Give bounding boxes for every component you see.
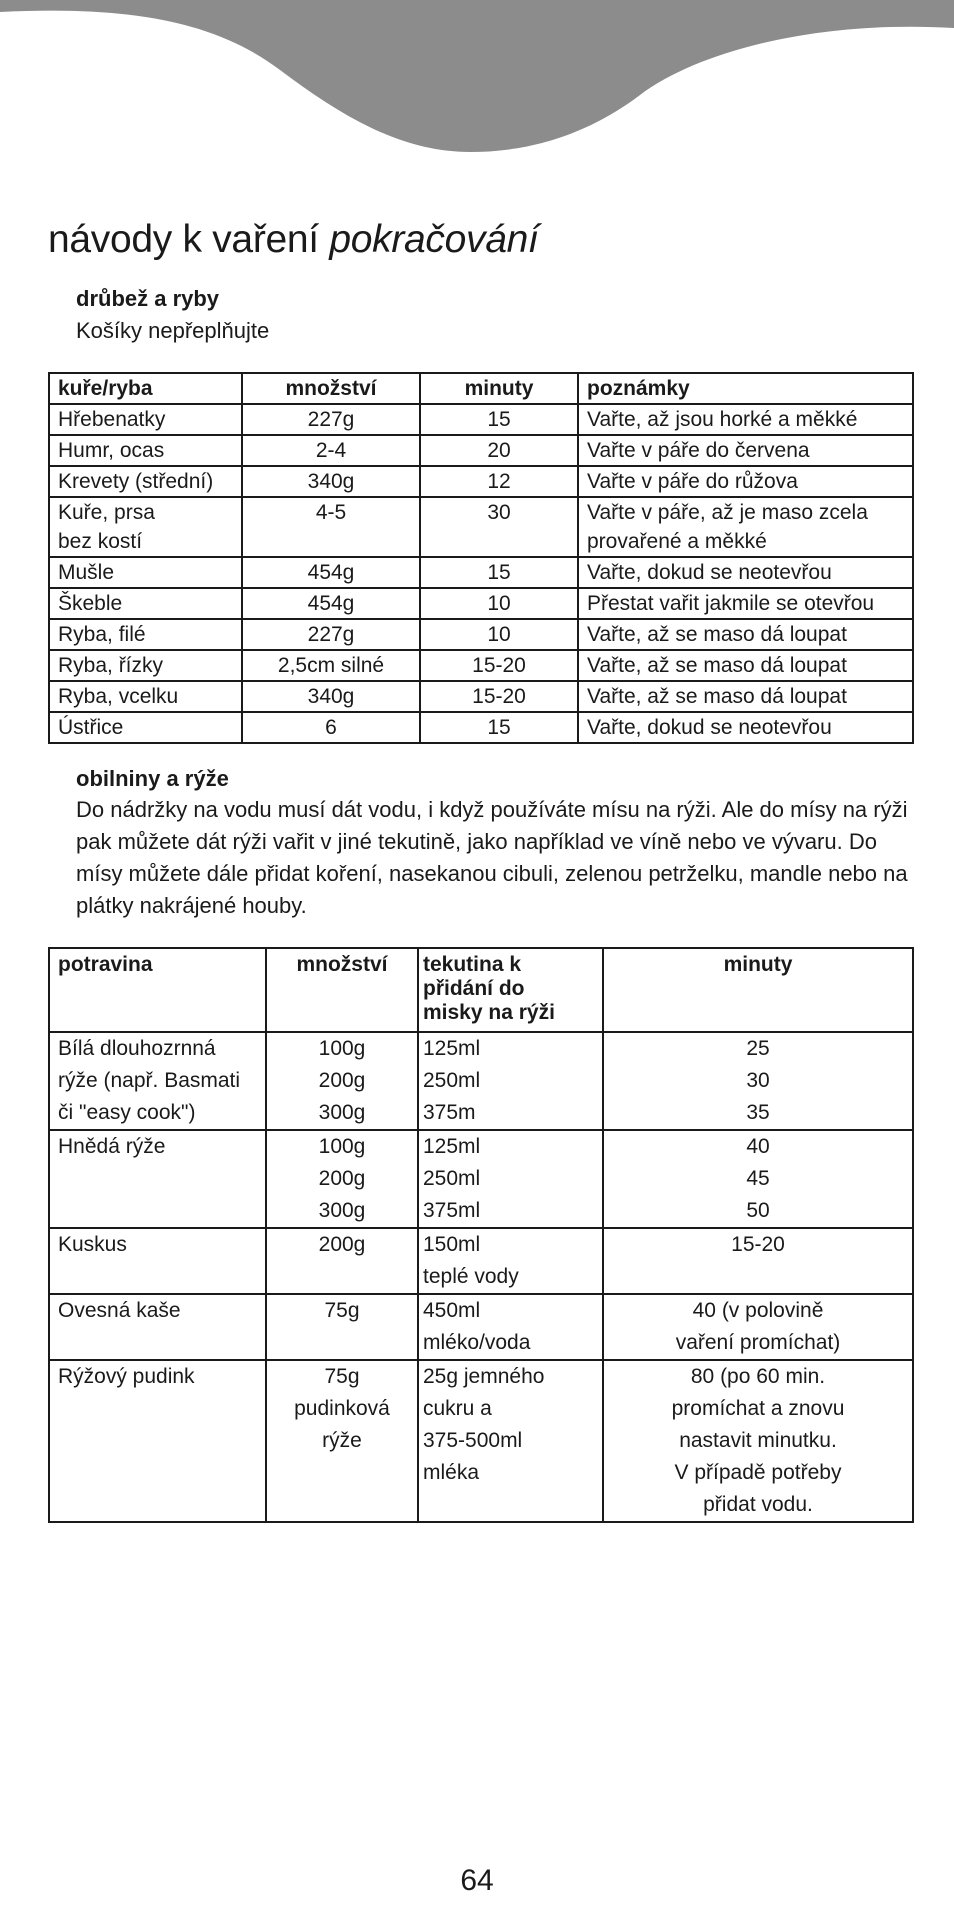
decorative-header-wave — [0, 0, 954, 160]
table-row — [49, 1130, 913, 1228]
grains-rice-table — [48, 947, 914, 1523]
notes-cell: Vařte, dokud se neotevřou — [578, 557, 913, 588]
minutes-cell: 15 — [420, 712, 578, 743]
table-row — [49, 1360, 913, 1522]
food-cell: Ryba, filé — [49, 619, 242, 650]
liquid-cell: 125ml 250ml 375m — [418, 1032, 603, 1130]
minutes-cell: 15 — [420, 404, 578, 435]
liquid-cell: 125ml 250ml 375ml — [418, 1130, 603, 1228]
table-row — [49, 1294, 913, 1360]
minutes-cell: 40 45 50 — [603, 1130, 913, 1228]
food-cell: Kuskus — [49, 1228, 266, 1294]
quantity-cell: 100g 200g 300g — [266, 1032, 418, 1130]
column-header: kuře/ryba — [49, 373, 242, 404]
minutes-cell: 15-20 — [420, 650, 578, 681]
minutes-cell: 40 (v polovině vaření promíchat) — [603, 1294, 913, 1360]
minutes-cell: 80 (po 60 min. promíchat a znovu nastavit minutku. V případě potřeby přidat vodu. — [603, 1360, 913, 1522]
table-row — [49, 557, 913, 588]
food-cell: Ovesná kaše — [49, 1294, 266, 1360]
minutes-cell: 10 — [420, 619, 578, 650]
food-cell: Rýžový pudink — [49, 1360, 266, 1522]
poultry-fish-table — [48, 372, 914, 744]
table-row — [49, 497, 913, 557]
minutes-cell: 25 30 35 — [603, 1032, 913, 1130]
column-header: potravina — [49, 948, 266, 1032]
notes-cell: Vařte v páře, až je maso zcela provařené a měkké — [578, 497, 913, 557]
notes-cell: Vařte v páře do růžova — [578, 466, 913, 497]
quantity-cell: 227g — [242, 404, 420, 435]
notes-cell: Přestat vařit jakmile se otevřou — [578, 588, 913, 619]
minutes-cell: 30 — [420, 497, 578, 557]
food-cell: Ryba, vcelku — [49, 681, 242, 712]
quantity-cell: 2-4 — [242, 435, 420, 466]
table-header-row — [49, 948, 913, 1032]
liquid-cell: 150ml teplé vody — [418, 1228, 603, 1294]
food-cell: Mušle — [49, 557, 242, 588]
table-row — [49, 404, 913, 435]
table-row — [49, 619, 913, 650]
page-title-continued: pokračování — [329, 218, 539, 261]
notes-cell: Vařte, až jsou horké a měkké — [578, 404, 913, 435]
table-row — [49, 1032, 913, 1130]
column-header: minuty — [420, 373, 578, 404]
table-row — [49, 435, 913, 466]
quantity-cell: 75g pudinková rýže — [266, 1360, 418, 1522]
quantity-cell: 227g — [242, 619, 420, 650]
notes-cell: Vařte v páře do červena — [578, 435, 913, 466]
table-row — [49, 466, 913, 497]
notes-cell: Vařte, dokud se neotevřou — [578, 712, 913, 743]
food-cell: Bílá dlouhozrnná rýže (např. Basmati či "easy cook") — [49, 1032, 266, 1130]
table-row — [49, 712, 913, 743]
quantity-cell: 454g — [242, 588, 420, 619]
food-cell: Škeble — [49, 588, 242, 619]
minutes-cell: 20 — [420, 435, 578, 466]
quantity-cell: 100g 200g 300g — [266, 1130, 418, 1228]
food-cell: Humr, ocas — [49, 435, 242, 466]
food-cell: Hřebenatky — [49, 404, 242, 435]
table-header-row — [49, 373, 913, 404]
poultry-fish-note: Košíky nepřeplňujte — [76, 318, 270, 343]
grains-rice-heading: obilniny a rýže — [76, 766, 229, 791]
table-row — [49, 681, 913, 712]
table-row — [49, 1228, 913, 1294]
food-cell: Kuře, prsa bez kostí — [49, 497, 242, 557]
food-cell: Hnědá rýže — [49, 1130, 266, 1228]
liquid-cell: 450ml mléko/voda — [418, 1294, 603, 1360]
table-row — [49, 588, 913, 619]
poultry-fish-heading: drůbež a ryby — [76, 286, 220, 311]
food-cell: Ústřice — [49, 712, 242, 743]
notes-cell: Vařte, až se maso dá loupat — [578, 619, 913, 650]
quantity-cell: 4-5 — [242, 497, 420, 557]
column-header: minuty — [603, 948, 913, 1032]
column-header: množství — [242, 373, 420, 404]
quantity-cell: 454g — [242, 557, 420, 588]
quantity-cell: 6 — [242, 712, 420, 743]
notes-cell: Vařte, až se maso dá loupat — [578, 681, 913, 712]
column-header: poznámky — [578, 373, 913, 404]
grains-rice-paragraph: Do nádržky na vodu musí dát vodu, i když používáte mísu na rýži. Ale do mísy na rýži pak můžete dát rýži vařit v jiné tekutině, jako například ve víně nebo ve vývaru. Do mísy můžete dále přidat koření, nasekanou cibuli, zelenou petrželku, mandle nebo na plátky nakrájené houby. — [76, 797, 908, 918]
page-title — [48, 218, 539, 262]
minutes-cell: 10 — [420, 588, 578, 619]
quantity-cell: 2,5cm silné — [242, 650, 420, 681]
quantity-cell: 340g — [242, 466, 420, 497]
quantity-cell: 75g — [266, 1294, 418, 1360]
page-title-main: návody k vaření — [48, 218, 319, 261]
quantity-cell: 340g — [242, 681, 420, 712]
minutes-cell: 12 — [420, 466, 578, 497]
quantity-cell: 200g — [266, 1228, 418, 1294]
food-cell: Ryba, řízky — [49, 650, 242, 681]
minutes-cell: 15-20 — [603, 1228, 913, 1294]
minutes-cell: 15 — [420, 557, 578, 588]
notes-cell: Vařte, až se maso dá loupat — [578, 650, 913, 681]
column-header: množství — [266, 948, 418, 1032]
column-header: tekutina k přidání do misky na rýži — [418, 948, 603, 1032]
table-row — [49, 650, 913, 681]
food-cell: Krevety (střední) — [49, 466, 242, 497]
minutes-cell: 15-20 — [420, 681, 578, 712]
page-number: 64 — [460, 1864, 494, 1897]
liquid-cell: 25g jemného cukru a 375-500ml mléka — [418, 1360, 603, 1522]
